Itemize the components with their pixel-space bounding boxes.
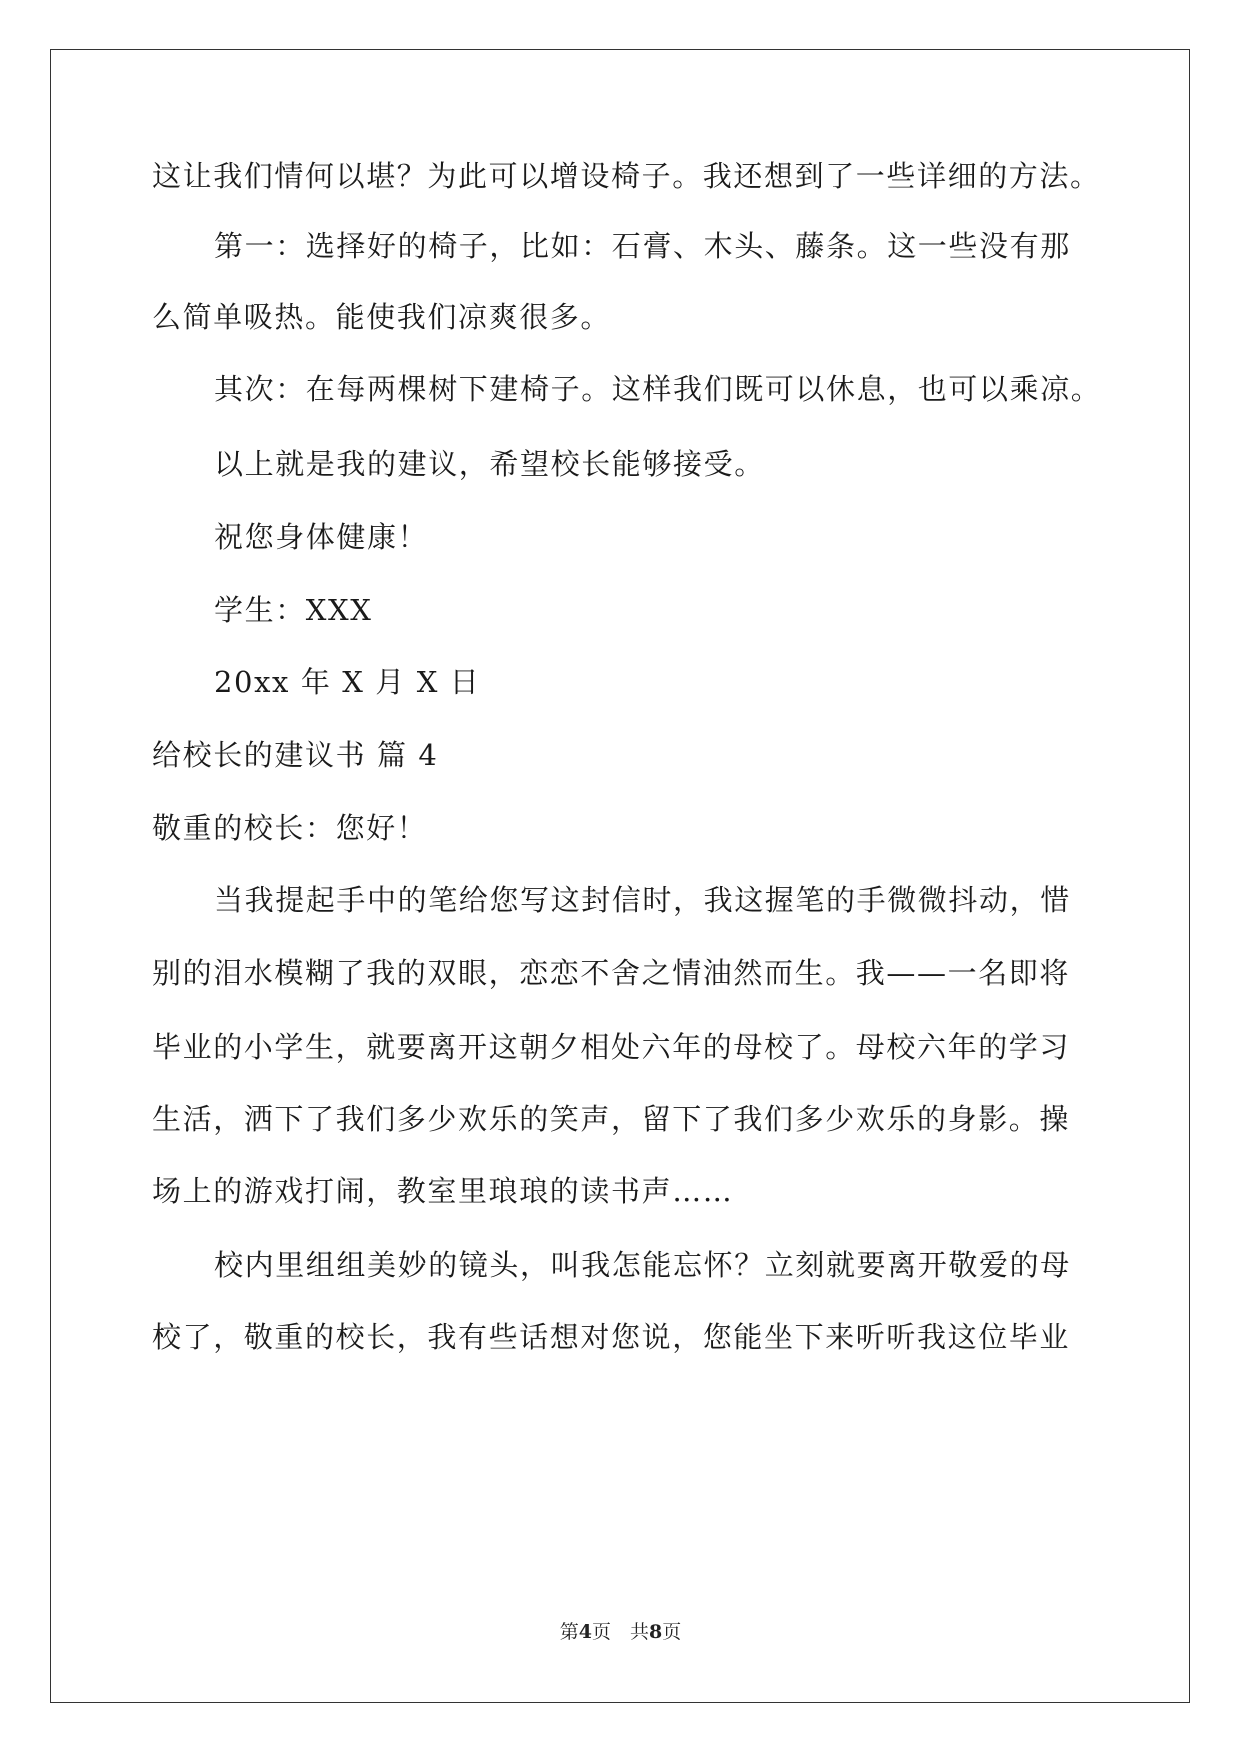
signature-line: 学生：XXX xyxy=(214,593,373,627)
footer-middle: 页 共 xyxy=(591,1621,649,1643)
section-heading: 给校长的建议书 篇 4 xyxy=(152,738,439,772)
page-footer xyxy=(0,1620,1241,1644)
footer-current-page: 4 xyxy=(578,1621,592,1643)
text-line: 别的泪水模糊了我的双眼，恋恋不舍之情油然而生。我——一名即将 xyxy=(152,956,1071,990)
footer-suffix: 页 xyxy=(662,1621,682,1643)
footer-prefix: 第 xyxy=(559,1621,579,1643)
footer-total-pages: 8 xyxy=(649,1621,663,1643)
salutation: 敬重的校长：您好！ xyxy=(152,811,428,845)
text-line: 第一：选择好的椅子，比如：石膏、木头、藤条。这一些没有那 xyxy=(214,229,1071,263)
text-line: 祝您身体健康！ xyxy=(214,520,429,554)
text-line: 以上就是我的建议，希望校长能够接受。 xyxy=(214,447,765,481)
text-line: 其次：在每两棵树下建椅子。这样我们既可以休息，也可以乘凉。 xyxy=(214,372,1102,406)
text-line: 场上的游戏打闹，教室里琅琅的读书声…… xyxy=(152,1174,734,1208)
text-line: 校内里组组美妙的镜头，叫我怎能忘怀？立刻就要离开敬爱的母 xyxy=(214,1248,1071,1282)
text-line: 校了，敬重的校长，我有些话想对您说，您能坐下来听听我这位毕业 xyxy=(152,1320,1071,1354)
text-line: 么简单吸热。能使我们凉爽很多。 xyxy=(152,300,612,334)
text-line: 毕业的小学生，就要离开这朝夕相处六年的母校了。母校六年的学习 xyxy=(152,1030,1071,1064)
text-line: 生活，洒下了我们多少欢乐的笑声，留下了我们多少欢乐的身影。操 xyxy=(152,1102,1071,1136)
date-line: 20xx 年 X 月 X 日 xyxy=(214,665,481,699)
text-line: 这让我们情何以堪？为此可以增设椅子。我还想到了一些详细的方法。 xyxy=(152,159,1101,193)
text-line: 当我提起手中的笔给您写这封信时，我这握笔的手微微抖动，惜 xyxy=(214,883,1071,917)
